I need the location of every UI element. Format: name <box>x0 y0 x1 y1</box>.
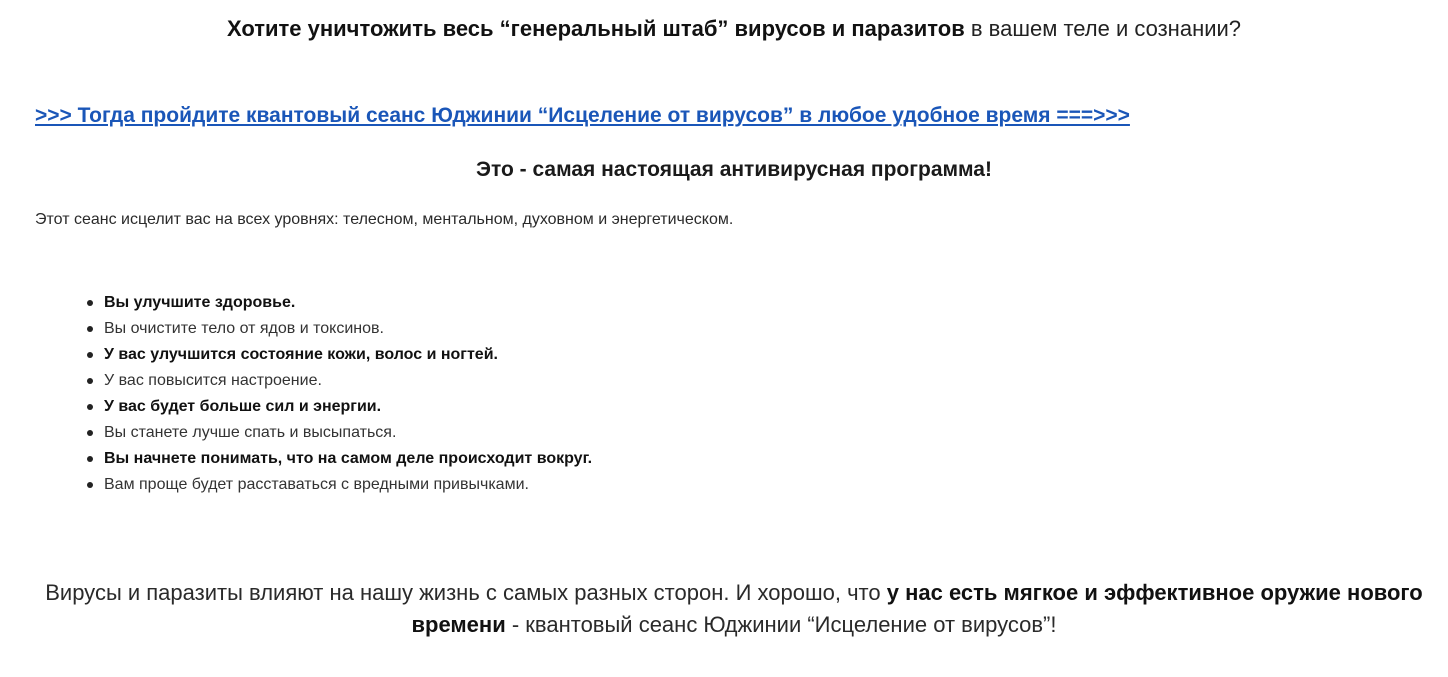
list-item <box>104 342 592 368</box>
list-item <box>104 368 592 394</box>
list-item <box>104 420 592 446</box>
closing-text-start: Вирусы и паразиты влияют на нашу жизнь с самых разных сторон. И хорошо, что <box>45 580 887 605</box>
closing-text-bold: у нас есть мягкое и эффективное оружие нового времени <box>411 580 1423 637</box>
headline-bold: Хотите уничтожить весь “генеральный штаб” вирусов и паразитов <box>226 16 965 41</box>
bullet-icon <box>87 456 93 462</box>
benefit-text: У вас будет больше сил и энергии. <box>104 398 382 415</box>
bullet-icon <box>87 352 93 358</box>
headline <box>0 16 1448 42</box>
list-item <box>104 394 592 420</box>
benefits-list <box>104 290 592 498</box>
bullet-icon <box>87 404 93 410</box>
benefit-text: Вы станете лучше спать и высыпаться. <box>104 424 397 441</box>
bullet-icon <box>87 300 93 306</box>
benefit-text: Вы очистите тело от ядов и токсинов. <box>104 320 384 337</box>
benefit-text: Вы улучшите здоровье. <box>104 294 296 311</box>
headline-regular: в вашем теле и сознании? <box>964 16 1242 41</box>
benefit-text: Вам проще будет расставаться с вредными привычками. <box>104 476 529 493</box>
bullet-icon <box>87 378 93 384</box>
closing-text-end: - квантовый сеанс Юджинии “Исцеление от вирусов”! <box>505 612 1057 637</box>
bullet-icon <box>87 326 93 332</box>
benefit-text: Вы начнете понимать, что на самом деле происходит вокруг. <box>104 450 593 467</box>
closing-paragraph <box>0 577 1448 641</box>
intro-paragraph: Этот сеанс исцелит вас на всех уровнях: телесном, ментальном, духовном и энергетическом. <box>35 211 734 228</box>
bullet-icon <box>87 430 93 436</box>
list-item <box>104 316 592 342</box>
bullet-icon <box>87 482 93 488</box>
list-item <box>104 472 592 498</box>
list-item <box>104 446 592 472</box>
list-item <box>104 290 592 316</box>
benefit-text: У вас повысится настроение. <box>104 372 322 389</box>
session-cta-link[interactable]: >>> Тогда пройдите квантовый сеанс Юджинии “Исцеление от вирусов” в любое удобное время ===>>> <box>35 104 1130 127</box>
benefit-text: У вас улучшится состояние кожи, волос и ногтей. <box>104 346 498 363</box>
subheading: Это - самая настоящая антивирусная программа! <box>476 158 992 181</box>
